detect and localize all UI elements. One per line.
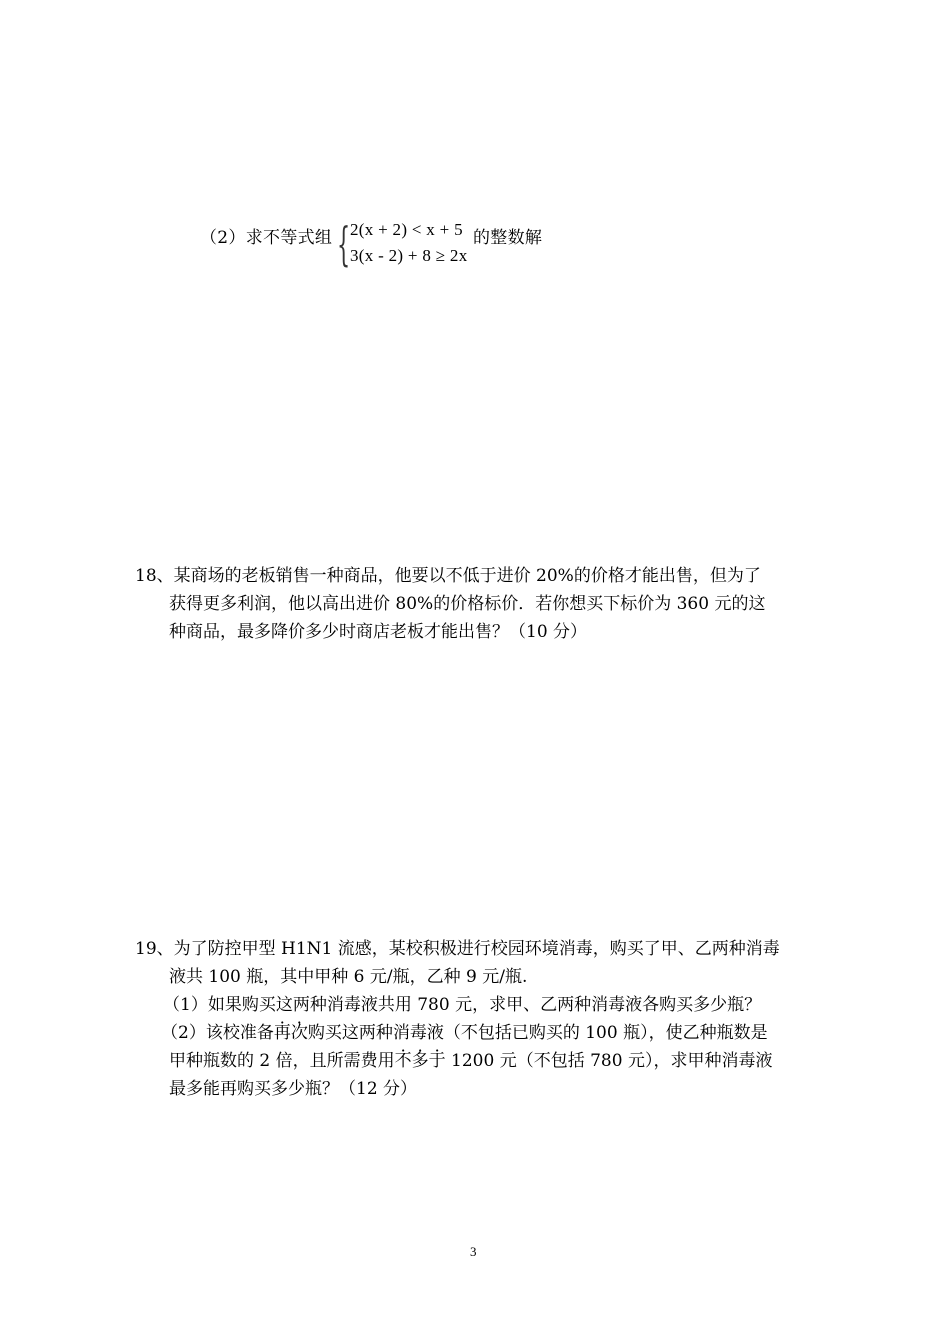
q17-part2-label: （2）求不等式组 [200,228,333,248]
q18-line-2: 获得更多利润，他以高出进价 80%的价格标价．若你想买下标价为 360 元的这 [169,594,766,614]
emphasis-char-yu: 于 [428,1051,446,1071]
q19-line-3: （1）如果购买这两种消毒液共用 780 元，求甲、乙两种消毒液各购买多少瓶？ [163,995,762,1015]
q19-line-4-part-d: 购买这两种消毒液（不包括已购买的 100 瓶），使乙种瓶数是 [307,1023,768,1043]
emphasis-char-ci: 次 [290,1023,308,1043]
q19-line-6: 最多能再购买多少瓶？（12 分） [169,1079,418,1099]
question-18 [135,562,765,646]
system-brace: { [337,217,351,271]
q19-line-5 [135,1047,780,1075]
q19-line-4 [135,1019,780,1047]
q18-line-3: 种商品，最多降价多少时商店老板才能出售？（10 分） [169,622,588,642]
q19-line-4-part-a: （2）该校准备 [161,1023,274,1043]
question-19 [135,935,780,1103]
inequality-system [350,217,468,269]
q17-part2-tail: 的整数解 [473,228,543,248]
emphasis-char-duo: 多 [411,1051,429,1071]
emphasis-char-bu: 不 [394,1051,412,1071]
q19-line-5-part-e: 1200 元（不包括 780 元），求甲种消毒液 [445,1051,773,1071]
q18-line-1: 18、某商场的老板销售一种商品，他要以不低于进价 20%的价格才能出售，但为了 [135,566,761,586]
q19-line-2: 液共 100 瓶，其中甲种 6 元/瓶，乙种 9 元/瓶. [169,967,528,987]
q19-line-5-part-a: 甲种瓶数的 2 倍，且所需费用 [169,1051,395,1071]
inequality-2: 3(x - 2) + 8 ≥ 2x [350,246,468,265]
emphasis-char-zai: 再 [273,1023,291,1043]
q19-line-1: 19、为了防控甲型 H1N1 流感，某校积极进行校园环境消毒，购买了甲、乙两种消毒 [135,939,780,959]
inequality-1: 2(x + 2) < x + 5 [350,220,463,239]
page-number: 3 [470,1244,477,1259]
